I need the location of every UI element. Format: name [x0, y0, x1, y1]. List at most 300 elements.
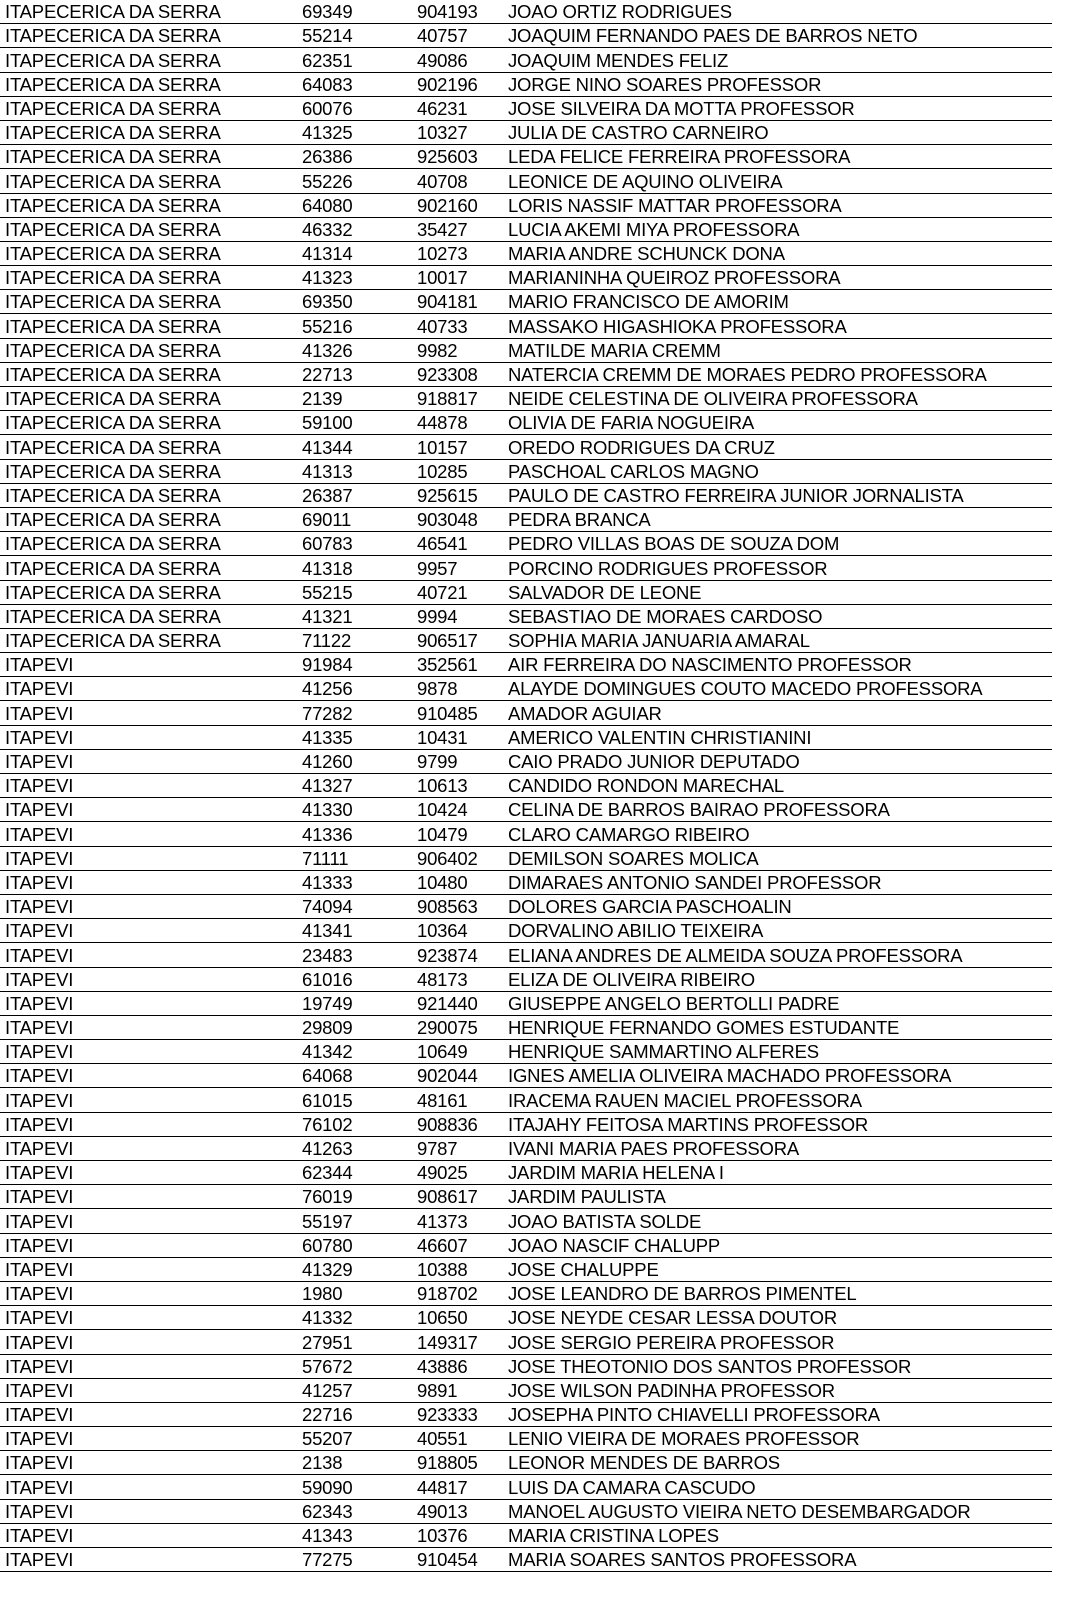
code-a-cell: 64083 — [297, 72, 412, 96]
school-name-cell: OLIVIA DE FARIA NOGUEIRA — [503, 411, 1052, 435]
city-cell: ITAPEVI — [0, 1161, 297, 1185]
school-name-cell: IVANI MARIA PAES PROFESSORA — [503, 1136, 1052, 1160]
table-row — [0, 145, 1052, 169]
school-name-cell: CAIO PRADO JUNIOR DEPUTADO — [503, 749, 1052, 773]
code-b-cell: 10273 — [412, 241, 503, 265]
table-row — [0, 24, 1052, 48]
table-row — [0, 628, 1052, 652]
school-name-cell: PEDRO VILLAS BOAS DE SOUZA DOM — [503, 532, 1052, 556]
city-cell: ITAPEVI — [0, 894, 297, 918]
city-cell: ITAPEVI — [0, 846, 297, 870]
school-name-cell: LENIO VIEIRA DE MORAES PROFESSOR — [503, 1427, 1052, 1451]
school-name-cell: MARIA ANDRE SCHUNCK DONA — [503, 241, 1052, 265]
school-name-cell: JOSE LEANDRO DE BARROS PIMENTEL — [503, 1281, 1052, 1305]
city-cell: ITAPECERICA DA SERRA — [0, 217, 297, 241]
code-a-cell: 26386 — [297, 145, 412, 169]
code-a-cell: 22716 — [297, 1402, 412, 1426]
code-a-cell: 77275 — [297, 1548, 412, 1572]
school-name-cell: JOAO ORTIZ RODRIGUES — [503, 0, 1052, 24]
code-a-cell: 41256 — [297, 677, 412, 701]
school-name-cell: JULIA DE CASTRO CARNEIRO — [503, 120, 1052, 144]
school-name-cell: MARIANINHA QUEIROZ PROFESSORA — [503, 266, 1052, 290]
code-b-cell: 10327 — [412, 120, 503, 144]
table-row — [0, 1161, 1052, 1185]
school-name-cell: JOSE THEOTONIO DOS SANTOS PROFESSOR — [503, 1354, 1052, 1378]
code-b-cell: 904193 — [412, 0, 503, 24]
table-row — [0, 1427, 1052, 1451]
table-row — [0, 483, 1052, 507]
code-b-cell: 918702 — [412, 1281, 503, 1305]
code-a-cell: 64080 — [297, 193, 412, 217]
table-row — [0, 1402, 1052, 1426]
table-row — [0, 846, 1052, 870]
code-b-cell: 44817 — [412, 1475, 503, 1499]
code-a-cell: 69011 — [297, 507, 412, 531]
city-cell: ITAPECERICA DA SERRA — [0, 411, 297, 435]
city-cell: ITAPEVI — [0, 919, 297, 943]
code-b-cell: 918805 — [412, 1451, 503, 1475]
school-name-cell: JOAQUIM MENDES FELIZ — [503, 48, 1052, 72]
table-row — [0, 1064, 1052, 1088]
code-b-cell: 290075 — [412, 1015, 503, 1039]
city-cell: ITAPEVI — [0, 1548, 297, 1572]
table-row — [0, 120, 1052, 144]
city-cell: ITAPEVI — [0, 1040, 297, 1064]
school-name-cell: SEBASTIAO DE MORAES CARDOSO — [503, 604, 1052, 628]
table-row — [0, 943, 1052, 967]
school-name-cell: JOAO NASCIF CHALUPP — [503, 1233, 1052, 1257]
city-cell: ITAPEVI — [0, 1088, 297, 1112]
code-b-cell: 352561 — [412, 653, 503, 677]
code-a-cell: 29809 — [297, 1015, 412, 1039]
code-b-cell: 921440 — [412, 991, 503, 1015]
city-cell: ITAPECERICA DA SERRA — [0, 338, 297, 362]
table-row — [0, 701, 1052, 725]
code-b-cell: 46607 — [412, 1233, 503, 1257]
school-name-cell: MARIA SOARES SANTOS PROFESSORA — [503, 1548, 1052, 1572]
school-name-cell: PEDRA BRANCA — [503, 507, 1052, 531]
code-a-cell: 22713 — [297, 362, 412, 386]
code-a-cell: 55216 — [297, 314, 412, 338]
city-cell: ITAPEVI — [0, 967, 297, 991]
school-name-cell: JOSE WILSON PADINHA PROFESSOR — [503, 1378, 1052, 1402]
code-a-cell: 26387 — [297, 483, 412, 507]
city-cell: ITAPEVI — [0, 1209, 297, 1233]
code-a-cell: 41257 — [297, 1378, 412, 1402]
code-b-cell: 10285 — [412, 459, 503, 483]
code-b-cell: 10650 — [412, 1306, 503, 1330]
city-cell: ITAPEVI — [0, 798, 297, 822]
code-a-cell: 41260 — [297, 749, 412, 773]
city-cell: ITAPECERICA DA SERRA — [0, 532, 297, 556]
city-cell: ITAPECERICA DA SERRA — [0, 0, 297, 24]
school-name-cell: MASSAKO HIGASHIOKA PROFESSORA — [503, 314, 1052, 338]
code-b-cell: 9994 — [412, 604, 503, 628]
code-a-cell: 91984 — [297, 653, 412, 677]
school-name-cell: CANDIDO RONDON MARECHAL — [503, 774, 1052, 798]
city-cell: ITAPECERICA DA SERRA — [0, 72, 297, 96]
school-name-cell: LEONOR MENDES DE BARROS — [503, 1451, 1052, 1475]
code-b-cell: 908836 — [412, 1112, 503, 1136]
code-b-cell: 49086 — [412, 48, 503, 72]
code-a-cell: 27951 — [297, 1330, 412, 1354]
code-b-cell: 10364 — [412, 919, 503, 943]
table-row — [0, 96, 1052, 120]
school-name-cell: LUIS DA CAMARA CASCUDO — [503, 1475, 1052, 1499]
table-row — [0, 1475, 1052, 1499]
table-row — [0, 725, 1052, 749]
table-row — [0, 314, 1052, 338]
table-row — [0, 653, 1052, 677]
code-b-cell: 40757 — [412, 24, 503, 48]
code-b-cell: 923874 — [412, 943, 503, 967]
code-b-cell: 10649 — [412, 1040, 503, 1064]
code-b-cell: 10388 — [412, 1257, 503, 1281]
table-row — [0, 1015, 1052, 1039]
city-cell: ITAPEVI — [0, 1475, 297, 1499]
code-b-cell: 918817 — [412, 387, 503, 411]
code-a-cell: 41343 — [297, 1523, 412, 1547]
table-row — [0, 72, 1052, 96]
table-row — [0, 580, 1052, 604]
school-name-cell: SOPHIA MARIA JANUARIA AMARAL — [503, 628, 1052, 652]
code-b-cell: 9891 — [412, 1378, 503, 1402]
city-cell: ITAPECERICA DA SERRA — [0, 507, 297, 531]
school-name-cell: LUCIA AKEMI MIYA PROFESSORA — [503, 217, 1052, 241]
code-b-cell: 923333 — [412, 1402, 503, 1426]
city-cell: ITAPEVI — [0, 701, 297, 725]
school-name-cell: AIR FERREIRA DO NASCIMENTO PROFESSOR — [503, 653, 1052, 677]
table-row — [0, 1451, 1052, 1475]
code-a-cell: 64068 — [297, 1064, 412, 1088]
school-name-cell: JOSE CHALUPPE — [503, 1257, 1052, 1281]
city-cell: ITAPEVI — [0, 1402, 297, 1426]
table-row — [0, 798, 1052, 822]
school-name-cell: MATILDE MARIA CREMM — [503, 338, 1052, 362]
school-name-cell: IRACEMA RAUEN MACIEL PROFESSORA — [503, 1088, 1052, 1112]
school-name-cell: JOSEPHA PINTO CHIAVELLI PROFESSORA — [503, 1402, 1052, 1426]
table-row — [0, 435, 1052, 459]
table-row — [0, 217, 1052, 241]
table-row — [0, 919, 1052, 943]
table-row — [0, 894, 1052, 918]
city-cell: ITAPEVI — [0, 749, 297, 773]
table-row — [0, 266, 1052, 290]
table-row — [0, 1185, 1052, 1209]
code-b-cell: 10376 — [412, 1523, 503, 1547]
code-b-cell: 40721 — [412, 580, 503, 604]
code-a-cell: 55214 — [297, 24, 412, 48]
school-name-cell: SALVADOR DE LEONE — [503, 580, 1052, 604]
city-cell: ITAPEVI — [0, 1112, 297, 1136]
table-row — [0, 1112, 1052, 1136]
school-name-cell: ITAJAHY FEITOSA MARTINS PROFESSOR — [503, 1112, 1052, 1136]
table-row — [0, 1136, 1052, 1160]
city-cell: ITAPECERICA DA SERRA — [0, 169, 297, 193]
code-b-cell: 902044 — [412, 1064, 503, 1088]
table-row — [0, 677, 1052, 701]
code-b-cell: 906517 — [412, 628, 503, 652]
city-cell: ITAPECERICA DA SERRA — [0, 145, 297, 169]
table-row — [0, 1523, 1052, 1547]
code-b-cell: 10480 — [412, 870, 503, 894]
code-b-cell: 48173 — [412, 967, 503, 991]
code-b-cell: 923308 — [412, 362, 503, 386]
code-b-cell: 10424 — [412, 798, 503, 822]
table-row — [0, 193, 1052, 217]
code-b-cell: 925615 — [412, 483, 503, 507]
table-row — [0, 749, 1052, 773]
city-cell: ITAPEVI — [0, 653, 297, 677]
code-a-cell: 57672 — [297, 1354, 412, 1378]
city-cell: ITAPECERICA DA SERRA — [0, 241, 297, 265]
code-a-cell: 62344 — [297, 1161, 412, 1185]
code-a-cell: 19749 — [297, 991, 412, 1015]
city-cell: ITAPEVI — [0, 1136, 297, 1160]
school-name-cell: NATERCIA CREMM DE MORAES PEDRO PROFESSORA — [503, 362, 1052, 386]
school-name-cell: LEONICE DE AQUINO OLIVEIRA — [503, 169, 1052, 193]
code-b-cell: 43886 — [412, 1354, 503, 1378]
code-b-cell: 41373 — [412, 1209, 503, 1233]
code-b-cell: 10431 — [412, 725, 503, 749]
code-a-cell: 41326 — [297, 338, 412, 362]
code-b-cell: 910454 — [412, 1548, 503, 1572]
school-name-cell: MANOEL AUGUSTO VIEIRA NETO DESEMBARGADOR — [503, 1499, 1052, 1523]
city-cell: ITAPEVI — [0, 677, 297, 701]
table-row — [0, 338, 1052, 362]
code-a-cell: 71111 — [297, 846, 412, 870]
city-cell: ITAPEVI — [0, 1451, 297, 1475]
code-a-cell: 55197 — [297, 1209, 412, 1233]
school-name-cell: AMERICO VALENTIN CHRISTIANINI — [503, 725, 1052, 749]
city-cell: ITAPEVI — [0, 1523, 297, 1547]
code-a-cell: 41321 — [297, 604, 412, 628]
city-cell: ITAPEVI — [0, 774, 297, 798]
table-row — [0, 48, 1052, 72]
code-b-cell: 40551 — [412, 1427, 503, 1451]
school-name-cell: IGNES AMELIA OLIVEIRA MACHADO PROFESSORA — [503, 1064, 1052, 1088]
city-cell: ITAPECERICA DA SERRA — [0, 96, 297, 120]
table-row — [0, 1354, 1052, 1378]
table-row — [0, 1281, 1052, 1305]
school-name-cell: DIMARAES ANTONIO SANDEI PROFESSOR — [503, 870, 1052, 894]
code-a-cell: 46332 — [297, 217, 412, 241]
code-a-cell: 1980 — [297, 1281, 412, 1305]
city-cell: ITAPEVI — [0, 1499, 297, 1523]
school-name-cell: HENRIQUE SAMMARTINO ALFERES — [503, 1040, 1052, 1064]
table-row — [0, 1088, 1052, 1112]
code-a-cell: 41329 — [297, 1257, 412, 1281]
table-row — [0, 556, 1052, 580]
school-name-cell: OREDO RODRIGUES DA CRUZ — [503, 435, 1052, 459]
school-name-cell: LEDA FELICE FERREIRA PROFESSORA — [503, 145, 1052, 169]
school-name-cell: JOSE SERGIO PEREIRA PROFESSOR — [503, 1330, 1052, 1354]
table-row — [0, 1040, 1052, 1064]
code-b-cell: 40708 — [412, 169, 503, 193]
city-cell: ITAPECERICA DA SERRA — [0, 483, 297, 507]
city-cell: ITAPECERICA DA SERRA — [0, 628, 297, 652]
city-cell: ITAPEVI — [0, 1281, 297, 1305]
code-b-cell: 40733 — [412, 314, 503, 338]
code-a-cell: 60076 — [297, 96, 412, 120]
school-name-cell: JARDIM PAULISTA — [503, 1185, 1052, 1209]
code-b-cell: 9799 — [412, 749, 503, 773]
city-cell: ITAPECERICA DA SERRA — [0, 556, 297, 580]
table-row — [0, 1499, 1052, 1523]
table-row — [0, 1257, 1052, 1281]
code-a-cell: 55215 — [297, 580, 412, 604]
code-a-cell: 77282 — [297, 701, 412, 725]
city-cell: ITAPEVI — [0, 1257, 297, 1281]
table-row — [0, 604, 1052, 628]
code-b-cell: 35427 — [412, 217, 503, 241]
table-row — [0, 290, 1052, 314]
city-cell: ITAPECERICA DA SERRA — [0, 604, 297, 628]
city-cell: ITAPECERICA DA SERRA — [0, 362, 297, 386]
city-cell: ITAPEVI — [0, 1233, 297, 1257]
school-name-cell: DOLORES GARCIA PASCHOALIN — [503, 894, 1052, 918]
code-a-cell: 41342 — [297, 1040, 412, 1064]
code-b-cell: 46541 — [412, 532, 503, 556]
school-name-cell: PAULO DE CASTRO FERREIRA JUNIOR JORNALISTA — [503, 483, 1052, 507]
city-cell: ITAPECERICA DA SERRA — [0, 459, 297, 483]
city-cell: ITAPECERICA DA SERRA — [0, 48, 297, 72]
code-b-cell: 44878 — [412, 411, 503, 435]
school-name-cell: CELINA DE BARROS BAIRAO PROFESSORA — [503, 798, 1052, 822]
city-cell: ITAPEVI — [0, 1306, 297, 1330]
city-cell: ITAPEVI — [0, 1330, 297, 1354]
code-b-cell: 908617 — [412, 1185, 503, 1209]
code-a-cell: 69350 — [297, 290, 412, 314]
school-name-cell: PASCHOAL CARLOS MAGNO — [503, 459, 1052, 483]
table-row — [0, 1209, 1052, 1233]
table-row — [0, 774, 1052, 798]
city-cell: ITAPEVI — [0, 1015, 297, 1039]
school-name-cell: PORCINO RODRIGUES PROFESSOR — [503, 556, 1052, 580]
code-a-cell: 23483 — [297, 943, 412, 967]
school-name-cell: JOAO BATISTA SOLDE — [503, 1209, 1052, 1233]
school-name-cell: DORVALINO ABILIO TEIXEIRA — [503, 919, 1052, 943]
table-row — [0, 1330, 1052, 1354]
city-cell: ITAPECERICA DA SERRA — [0, 193, 297, 217]
table-row — [0, 362, 1052, 386]
table-row — [0, 459, 1052, 483]
code-b-cell: 906402 — [412, 846, 503, 870]
school-name-cell: CLARO CAMARGO RIBEIRO — [503, 822, 1052, 846]
code-a-cell: 41323 — [297, 266, 412, 290]
city-cell: ITAPECERICA DA SERRA — [0, 314, 297, 338]
code-b-cell: 904181 — [412, 290, 503, 314]
school-name-cell: DEMILSON SOARES MOLICA — [503, 846, 1052, 870]
code-a-cell: 74094 — [297, 894, 412, 918]
code-a-cell: 60783 — [297, 532, 412, 556]
table-row — [0, 1378, 1052, 1402]
code-a-cell: 41335 — [297, 725, 412, 749]
city-cell: ITAPEVI — [0, 1064, 297, 1088]
code-b-cell: 9787 — [412, 1136, 503, 1160]
city-cell: ITAPECERICA DA SERRA — [0, 580, 297, 604]
code-b-cell: 908563 — [412, 894, 503, 918]
city-cell: ITAPEVI — [0, 1185, 297, 1209]
code-a-cell: 41327 — [297, 774, 412, 798]
code-b-cell: 9982 — [412, 338, 503, 362]
code-a-cell: 2139 — [297, 387, 412, 411]
city-cell: ITAPEVI — [0, 943, 297, 967]
school-name-cell: JARDIM MARIA HELENA I — [503, 1161, 1052, 1185]
city-cell: ITAPECERICA DA SERRA — [0, 120, 297, 144]
code-a-cell: 2138 — [297, 1451, 412, 1475]
code-a-cell: 59100 — [297, 411, 412, 435]
school-name-cell: JOSE NEYDE CESAR LESSA DOUTOR — [503, 1306, 1052, 1330]
code-b-cell: 46231 — [412, 96, 503, 120]
table-row — [0, 169, 1052, 193]
code-a-cell: 76019 — [297, 1185, 412, 1209]
code-b-cell: 903048 — [412, 507, 503, 531]
table-row — [0, 241, 1052, 265]
school-name-cell: NEIDE CELESTINA DE OLIVEIRA PROFESSORA — [503, 387, 1052, 411]
code-a-cell: 61015 — [297, 1088, 412, 1112]
city-cell: ITAPECERICA DA SERRA — [0, 387, 297, 411]
table-row — [0, 507, 1052, 531]
code-a-cell: 41318 — [297, 556, 412, 580]
table-row — [0, 532, 1052, 556]
code-a-cell: 41325 — [297, 120, 412, 144]
code-a-cell: 71122 — [297, 628, 412, 652]
code-b-cell: 902160 — [412, 193, 503, 217]
school-name-cell: MARIA CRISTINA LOPES — [503, 1523, 1052, 1547]
code-b-cell: 9957 — [412, 556, 503, 580]
school-name-cell: ELIZA DE OLIVEIRA RIBEIRO — [503, 967, 1052, 991]
code-a-cell: 41336 — [297, 822, 412, 846]
code-a-cell: 41330 — [297, 798, 412, 822]
table-row — [0, 870, 1052, 894]
school-name-cell: LORIS NASSIF MATTAR PROFESSORA — [503, 193, 1052, 217]
table-row — [0, 1548, 1052, 1572]
school-name-cell: GIUSEPPE ANGELO BERTOLLI PADRE — [503, 991, 1052, 1015]
table-row — [0, 967, 1052, 991]
code-a-cell: 41344 — [297, 435, 412, 459]
table-row — [0, 411, 1052, 435]
school-name-cell: ELIANA ANDRES DE ALMEIDA SOUZA PROFESSORA — [503, 943, 1052, 967]
code-a-cell: 41341 — [297, 919, 412, 943]
table-row — [0, 822, 1052, 846]
school-name-cell: AMADOR AGUIAR — [503, 701, 1052, 725]
city-cell: ITAPEVI — [0, 725, 297, 749]
code-b-cell: 48161 — [412, 1088, 503, 1112]
school-name-cell: JOAQUIM FERNANDO PAES DE BARROS NETO — [503, 24, 1052, 48]
code-a-cell: 55226 — [297, 169, 412, 193]
table-row — [0, 0, 1052, 24]
code-a-cell: 61016 — [297, 967, 412, 991]
code-b-cell: 925603 — [412, 145, 503, 169]
school-name-cell: HENRIQUE FERNANDO GOMES ESTUDANTE — [503, 1015, 1052, 1039]
city-cell: ITAPECERICA DA SERRA — [0, 435, 297, 459]
code-a-cell: 41314 — [297, 241, 412, 265]
city-cell: ITAPECERICA DA SERRA — [0, 266, 297, 290]
table-row — [0, 1306, 1052, 1330]
code-b-cell: 10157 — [412, 435, 503, 459]
school-name-cell: JORGE NINO SOARES PROFESSOR — [503, 72, 1052, 96]
code-b-cell: 49013 — [412, 1499, 503, 1523]
code-a-cell: 41263 — [297, 1136, 412, 1160]
city-cell: ITAPECERICA DA SERRA — [0, 24, 297, 48]
code-b-cell: 149317 — [412, 1330, 503, 1354]
code-a-cell: 41332 — [297, 1306, 412, 1330]
code-a-cell: 60780 — [297, 1233, 412, 1257]
code-b-cell: 902196 — [412, 72, 503, 96]
table-row — [0, 991, 1052, 1015]
city-cell: ITAPEVI — [0, 1427, 297, 1451]
